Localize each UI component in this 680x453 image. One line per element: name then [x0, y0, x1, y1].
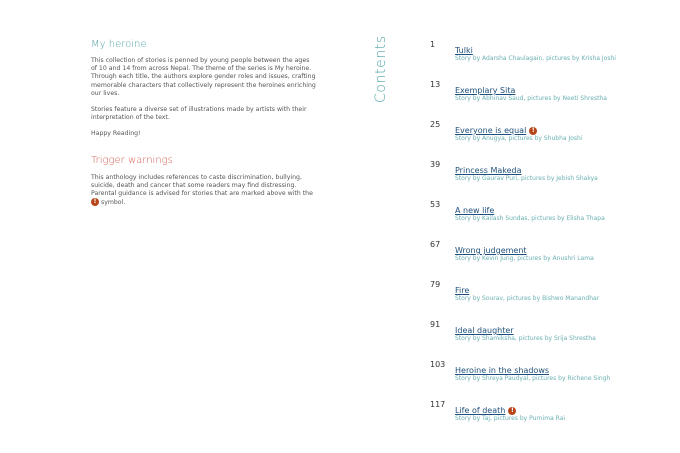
toc-credit: Story by Shreya Paudyal, pictures by Richene Singh	[455, 375, 611, 382]
toc-page-number: 91	[430, 320, 441, 329]
toc-page-number: 117	[430, 400, 446, 409]
toc-page-number: 39	[430, 160, 441, 169]
toc-credit: Story by Abhinav Saud, pictures by Neeti Shrestha	[455, 95, 607, 102]
contents-title: Contents	[373, 35, 389, 103]
toc-title-link[interactable]: Everyone is equal	[455, 126, 527, 135]
table-of-contents	[430, 38, 670, 438]
intro-paragraph: This collection of stories is penned by young people between the ages of 10 and 14 from across Nepal. The theme of the series is My heroine. Through each title, the authors explore gender roles and issues, crafting memorable characters that collectively represent the heroines enriching our lives.	[91, 57, 316, 97]
toc-entry[interactable]	[430, 238, 670, 278]
happy-reading-text: Happy Reading!	[91, 130, 141, 138]
toc-entry[interactable]	[430, 78, 670, 118]
toc-entry[interactable]	[430, 118, 670, 158]
toc-entry[interactable]	[430, 398, 670, 438]
trigger-warnings-text	[91, 174, 316, 208]
toc-entry[interactable]	[430, 358, 670, 398]
exclamation-circle-icon: !	[529, 127, 537, 135]
illustrations-paragraph: Stories feature a diverse set of illustrations made by artists with their interpretation of the text.	[91, 106, 307, 122]
toc-entry[interactable]	[430, 198, 670, 238]
toc-title-link[interactable]: Ideal daughter	[455, 326, 514, 335]
toc-title-link[interactable]: A new life	[455, 206, 495, 215]
intro-section	[91, 38, 316, 207]
toc-credit: Story by Anugya, pictures by Shubha Joshi	[455, 135, 583, 142]
toc-credit: Story by Kevin Jung, pictures by Anushri Lama	[455, 255, 594, 262]
toc-title-link[interactable]: Fire	[455, 286, 470, 295]
toc-credit: Story by Kailash Sundas, pictures by Elisha Thapa	[455, 215, 605, 222]
trigger-warnings-heading: Trigger warnings	[91, 154, 173, 166]
exclamation-circle-icon: !	[91, 198, 99, 206]
toc-title-link[interactable]: Wrong judgement	[455, 246, 527, 255]
toc-credit: Story by Sourav, pictures by Bishwo Manandhar	[455, 295, 600, 302]
toc-entry[interactable]	[430, 38, 670, 78]
toc-credit: Story by Taj, pictures by Purnima Rai	[455, 415, 566, 422]
toc-page-number: 53	[430, 200, 441, 209]
toc-entry[interactable]	[430, 318, 670, 358]
toc-page-number: 13	[430, 80, 441, 89]
toc-page-number: 79	[430, 280, 441, 289]
toc-title-link[interactable]: Princess Makeda	[455, 166, 522, 175]
toc-credit: Story by Adarsha Chaulagain, pictures by Krisha Joshi	[455, 55, 616, 62]
intro-heading: My heroine	[91, 39, 147, 50]
toc-entry[interactable]	[430, 158, 670, 198]
toc-page-number: 1	[430, 40, 436, 49]
toc-title-link[interactable]: Life of death	[455, 406, 506, 415]
toc-page-number: 25	[430, 120, 441, 129]
trigger-text-after: symbol.	[100, 199, 126, 207]
toc-credit: Story by Shamiksha, pictures by Srija Shrestha	[455, 335, 596, 342]
exclamation-circle-icon: !	[508, 407, 516, 415]
toc-page-number: 67	[430, 240, 441, 249]
trigger-text-before: This anthology includes references to caste discrimination, bullying, suicide, death and cancer that some readers may find distressing. Parental guidance is advised for stories that are marked above with the	[91, 173, 313, 198]
toc-credit: Story by Gaurav Puri, pictures by Jebish Shakya	[455, 175, 598, 182]
toc-page-number: 103	[430, 360, 446, 369]
toc-entry[interactable]	[430, 278, 670, 318]
toc-title-link[interactable]: Exemplary Sita	[455, 86, 516, 95]
toc-title-link[interactable]: Tulki	[455, 46, 473, 55]
toc-title-link[interactable]: Heroine in the shadows	[455, 366, 550, 375]
